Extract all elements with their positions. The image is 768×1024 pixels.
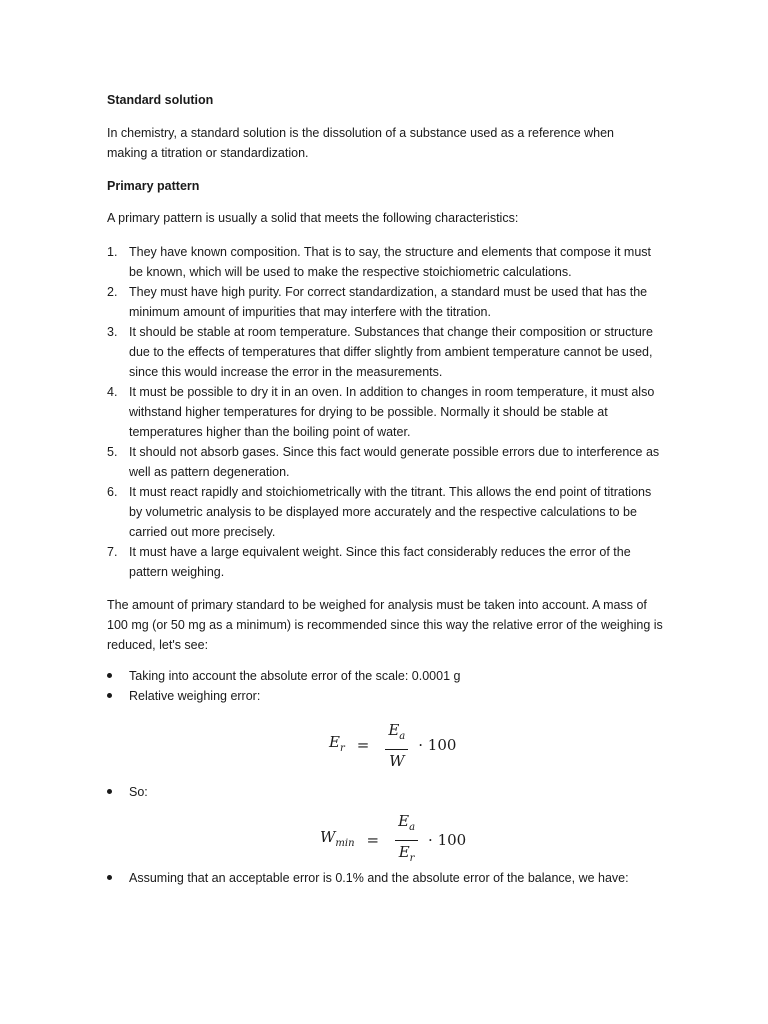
list-item	[107, 242, 667, 282]
list-number: 1.	[107, 245, 118, 259]
list-item-text: They must have high purity. For correct standardization, a standard must be used that has the minimum amount of impurities that may interfere with the titration.	[129, 285, 648, 319]
formula-equals: =	[356, 736, 370, 754]
list-number: 6.	[107, 485, 118, 499]
list-number: 7.	[107, 545, 118, 559]
formula-relative-error	[107, 720, 667, 770]
bullet-list-assuming	[107, 868, 667, 888]
list-item-text: Assuming that an acceptable error is 0.1% and the absolute error of the balance, we have:	[129, 871, 629, 885]
bullet-icon	[107, 875, 112, 880]
list-number: 3.	[107, 325, 118, 339]
formula-equals: =	[366, 831, 380, 849]
intro-paragraph: In chemistry, a standard solution is the dissolution of a substance used as a reference when making a titration or standardization.	[107, 126, 615, 160]
requirements-list	[107, 242, 667, 582]
fraction-bar	[385, 749, 408, 750]
formula-multiplier: · 100	[428, 831, 467, 849]
heading-primary-pattern: Primary pattern	[107, 179, 200, 193]
list-item	[107, 442, 667, 482]
list-item	[107, 868, 667, 888]
list-number: 4.	[107, 385, 118, 399]
list-item	[107, 482, 667, 542]
primary-intro-paragraph: A primary pattern is usually a solid that meets the following characteristics:	[107, 211, 519, 225]
list-number: 5.	[107, 445, 118, 459]
list-item	[107, 686, 667, 706]
fraction-bar	[395, 840, 418, 841]
fraction-numerator: $E_a$	[398, 812, 416, 833]
bullet-list-errors	[107, 666, 667, 706]
amount-paragraph: The amount of primary standard to be weighed for analysis must be taken into account. A mass of 100 mg (or 50 mg as a minimum) is recommended since this way the relative error of the weighing is reduced, let's see:	[107, 598, 663, 652]
list-item-text: It must react rapidly and stoichiometrically with the titrant. This allows the end point of titrations by volumetric analysis to be displayed more accurately and the respective calculations to be carried out more precisely.	[129, 485, 652, 539]
bullet-list-so	[107, 782, 667, 802]
list-item-text: It must be possible to dry it in an oven. In addition to changes in room temperature, it must also withstand higher temperatures for drying to be possible. Normally it should be stable at temperatures higher than the boiling point of water.	[129, 385, 655, 439]
list-number: 2.	[107, 285, 118, 299]
formula-minimum-mass	[107, 812, 667, 865]
bullet-icon	[107, 789, 112, 794]
fraction-numerator: $E_a$	[388, 720, 406, 742]
formula-multiplier: · 100	[418, 736, 457, 754]
formula-lhs: $E_r$	[329, 732, 345, 754]
list-item-text: Taking into account the absolute error of the scale: 0.0001 g	[129, 669, 461, 683]
list-item	[107, 542, 667, 582]
list-item-text: It should be stable at room temperature. Substances that change their composition or structure due to the effects of temperatures that differ slightly from ambient temperature cannot be used, since this would increase the error in the measurements.	[129, 325, 653, 379]
list-item-text: They have known composition. That is to say, the structure and elements that compose it must be known, which will be used to make the respective stoichiometric calculations.	[129, 245, 652, 279]
bullet-icon	[107, 673, 112, 678]
formula-fraction	[395, 811, 418, 869]
fraction-denominator: W	[389, 751, 405, 770]
formula-lhs: $W_{min}$	[320, 827, 355, 849]
formula-fraction	[385, 720, 408, 771]
list-item-text: Relative weighing error:	[129, 689, 261, 703]
list-item	[107, 666, 667, 686]
list-item	[107, 382, 667, 442]
list-item	[107, 282, 667, 322]
list-item	[107, 782, 667, 802]
bullet-icon	[107, 693, 112, 698]
heading-standard-solution: Standard solution	[107, 93, 214, 107]
list-item-text: It should not absorb gases. Since this fact would generate possible errors due to interference as well as pattern degeneration.	[129, 445, 660, 479]
list-item-text: So:	[129, 785, 148, 799]
list-item-text: It must have a large equivalent weight. Since this fact considerably reduces the error of the pattern weighing.	[129, 545, 631, 579]
list-item	[107, 322, 667, 382]
fraction-denominator: $E_r$	[398, 843, 415, 864]
